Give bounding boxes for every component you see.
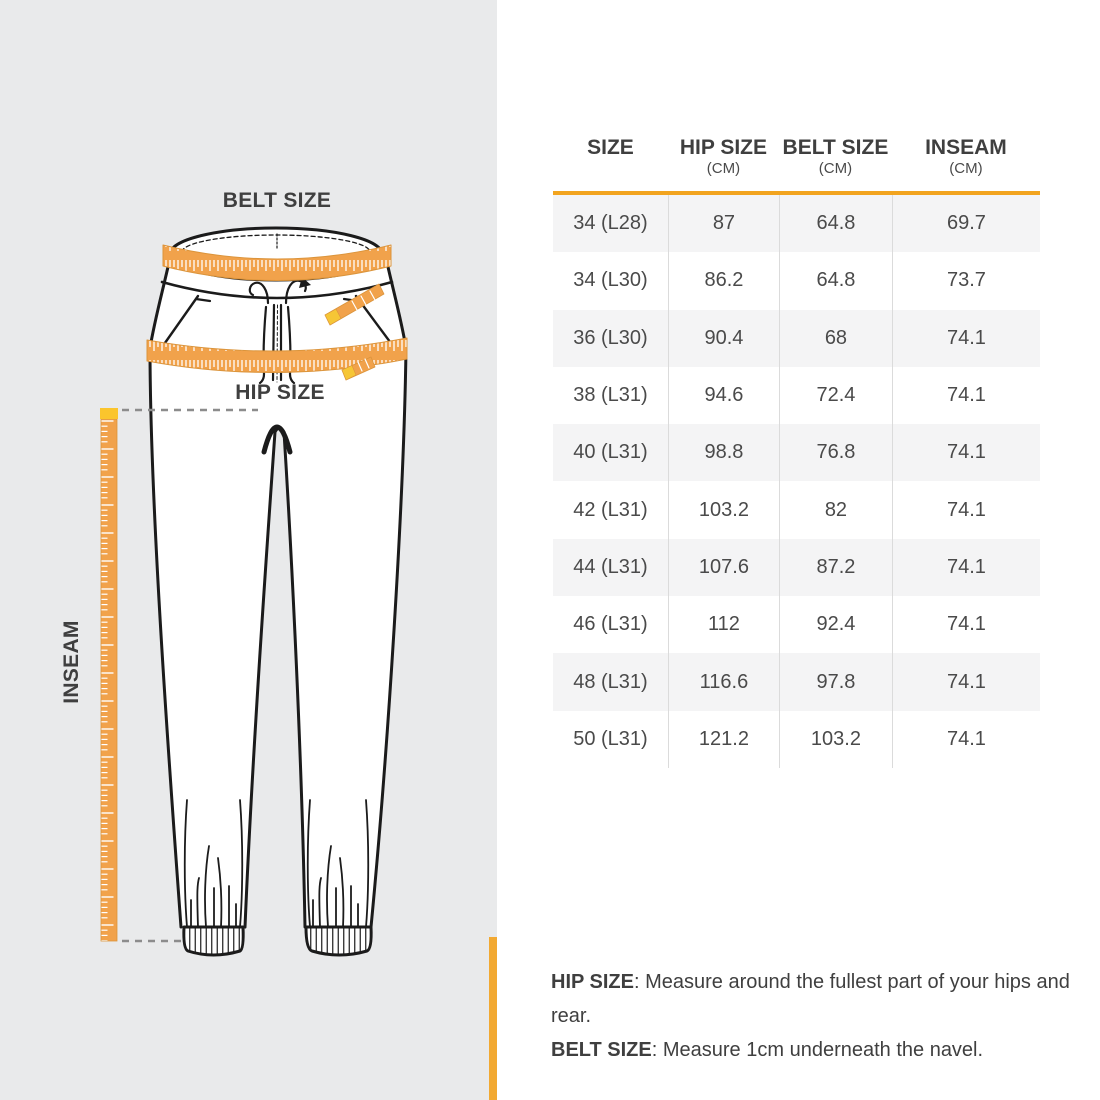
table-cell-size: 50 (L31) [573, 727, 648, 750]
table-cell-belt: 64.8 [779, 252, 892, 309]
belt-size-note-text: : Measure 1cm underneath the navel. [651, 1039, 984, 1061]
header-inseam [892, 136, 1040, 178]
header-hip-unit: (CM) [706, 160, 741, 177]
table-row [553, 711, 1040, 768]
table-cell-inseam: 74.1 [892, 653, 1040, 710]
accent-bar [489, 937, 497, 1100]
table-cell-hip: 98.8 [668, 424, 779, 481]
table-cell-belt: 76.8 [779, 424, 892, 481]
table-row [553, 481, 1040, 538]
header-belt-size [779, 136, 892, 178]
table-cell-belt: 97.8 [779, 653, 892, 710]
table-row [553, 195, 1040, 252]
inseam-ruler [100, 408, 118, 941]
table-cell-hip: 94.6 [668, 367, 779, 424]
hip-size-note [551, 965, 1091, 1033]
table-cell-hip: 121.2 [668, 711, 779, 768]
table-cell-size: 42 (L31) [573, 498, 648, 521]
table-cell-belt: 82 [779, 481, 892, 538]
size-table [553, 136, 1040, 768]
header-size [553, 136, 668, 178]
table-cell-size: 34 (L30) [573, 269, 648, 292]
table-cell-inseam: 74.1 [892, 481, 1040, 538]
pants-measurement-diagram [0, 0, 497, 1100]
pants-drawing [147, 228, 407, 955]
header-size-unit [553, 160, 668, 178]
belt-size-note-term: BELT SIZE [551, 1039, 652, 1061]
table-row [553, 310, 1040, 367]
header-inseam-label: INSEAM [925, 136, 1007, 159]
table-cell-size: 38 (L31) [573, 384, 648, 407]
table-cell-hip: 116.6 [668, 653, 779, 710]
cuffs [184, 927, 371, 955]
table-cell-inseam: 74.1 [892, 310, 1040, 367]
table-row [553, 252, 1040, 309]
table-cell-size: 44 (L31) [573, 555, 648, 578]
table-cell-belt: 92.4 [779, 596, 892, 653]
hip-size-note-term: HIP SIZE [551, 971, 634, 993]
table-cell-hip: 87 [668, 195, 779, 252]
table-cell-hip: 107.6 [668, 539, 779, 596]
table-cell-hip: 103.2 [668, 481, 779, 538]
header-size-label: SIZE [587, 136, 634, 159]
header-hip-label: HIP SIZE [679, 136, 767, 159]
belt-size-label: BELT SIZE [222, 189, 332, 212]
table-row [553, 653, 1040, 710]
table-cell-hip: 112 [668, 596, 779, 653]
table-cell-belt: 87.2 [779, 539, 892, 596]
table-cell-belt: 64.8 [779, 195, 892, 252]
header-belt-label: BELT SIZE [782, 136, 889, 159]
size-table-header [553, 136, 1040, 178]
inseam-label: INSEAM [60, 620, 83, 704]
table-cell-inseam: 74.1 [892, 367, 1040, 424]
table-cell-inseam: 74.1 [892, 711, 1040, 768]
measure-notes [551, 965, 1091, 1067]
hip-size-note-text: : Measure around the fullest part of your hips and rear. [551, 971, 1070, 1027]
table-row [553, 424, 1040, 481]
table-cell-size: 36 (L30) [573, 326, 648, 349]
header-belt-unit: (CM) [818, 160, 853, 177]
table-row [553, 539, 1040, 596]
table-cell-hip: 90.4 [668, 310, 779, 367]
header-hip-size [668, 136, 779, 178]
table-row [553, 596, 1040, 653]
table-cell-inseam: 73.7 [892, 252, 1040, 309]
table-cell-inseam: 74.1 [892, 424, 1040, 481]
table-cell-belt: 72.4 [779, 367, 892, 424]
table-cell-belt: 103.2 [779, 711, 892, 768]
table-row [553, 367, 1040, 424]
header-inseam-unit: (CM) [949, 160, 983, 177]
table-cell-hip: 86.2 [668, 252, 779, 309]
table-cell-inseam: 69.7 [892, 195, 1040, 252]
belt-size-note [551, 1033, 1091, 1067]
size-table-body [553, 195, 1040, 768]
diagram-panel [0, 0, 497, 1100]
table-cell-inseam: 74.1 [892, 539, 1040, 596]
table-cell-size: 48 (L31) [573, 670, 648, 693]
table-cell-belt: 68 [779, 310, 892, 367]
table-cell-inseam: 74.1 [892, 596, 1040, 653]
table-cell-size: 34 (L28) [573, 212, 648, 235]
table-cell-size: 40 (L31) [573, 441, 648, 464]
table-cell-size: 46 (L31) [573, 613, 648, 636]
hip-size-label: HIP SIZE [235, 381, 325, 404]
